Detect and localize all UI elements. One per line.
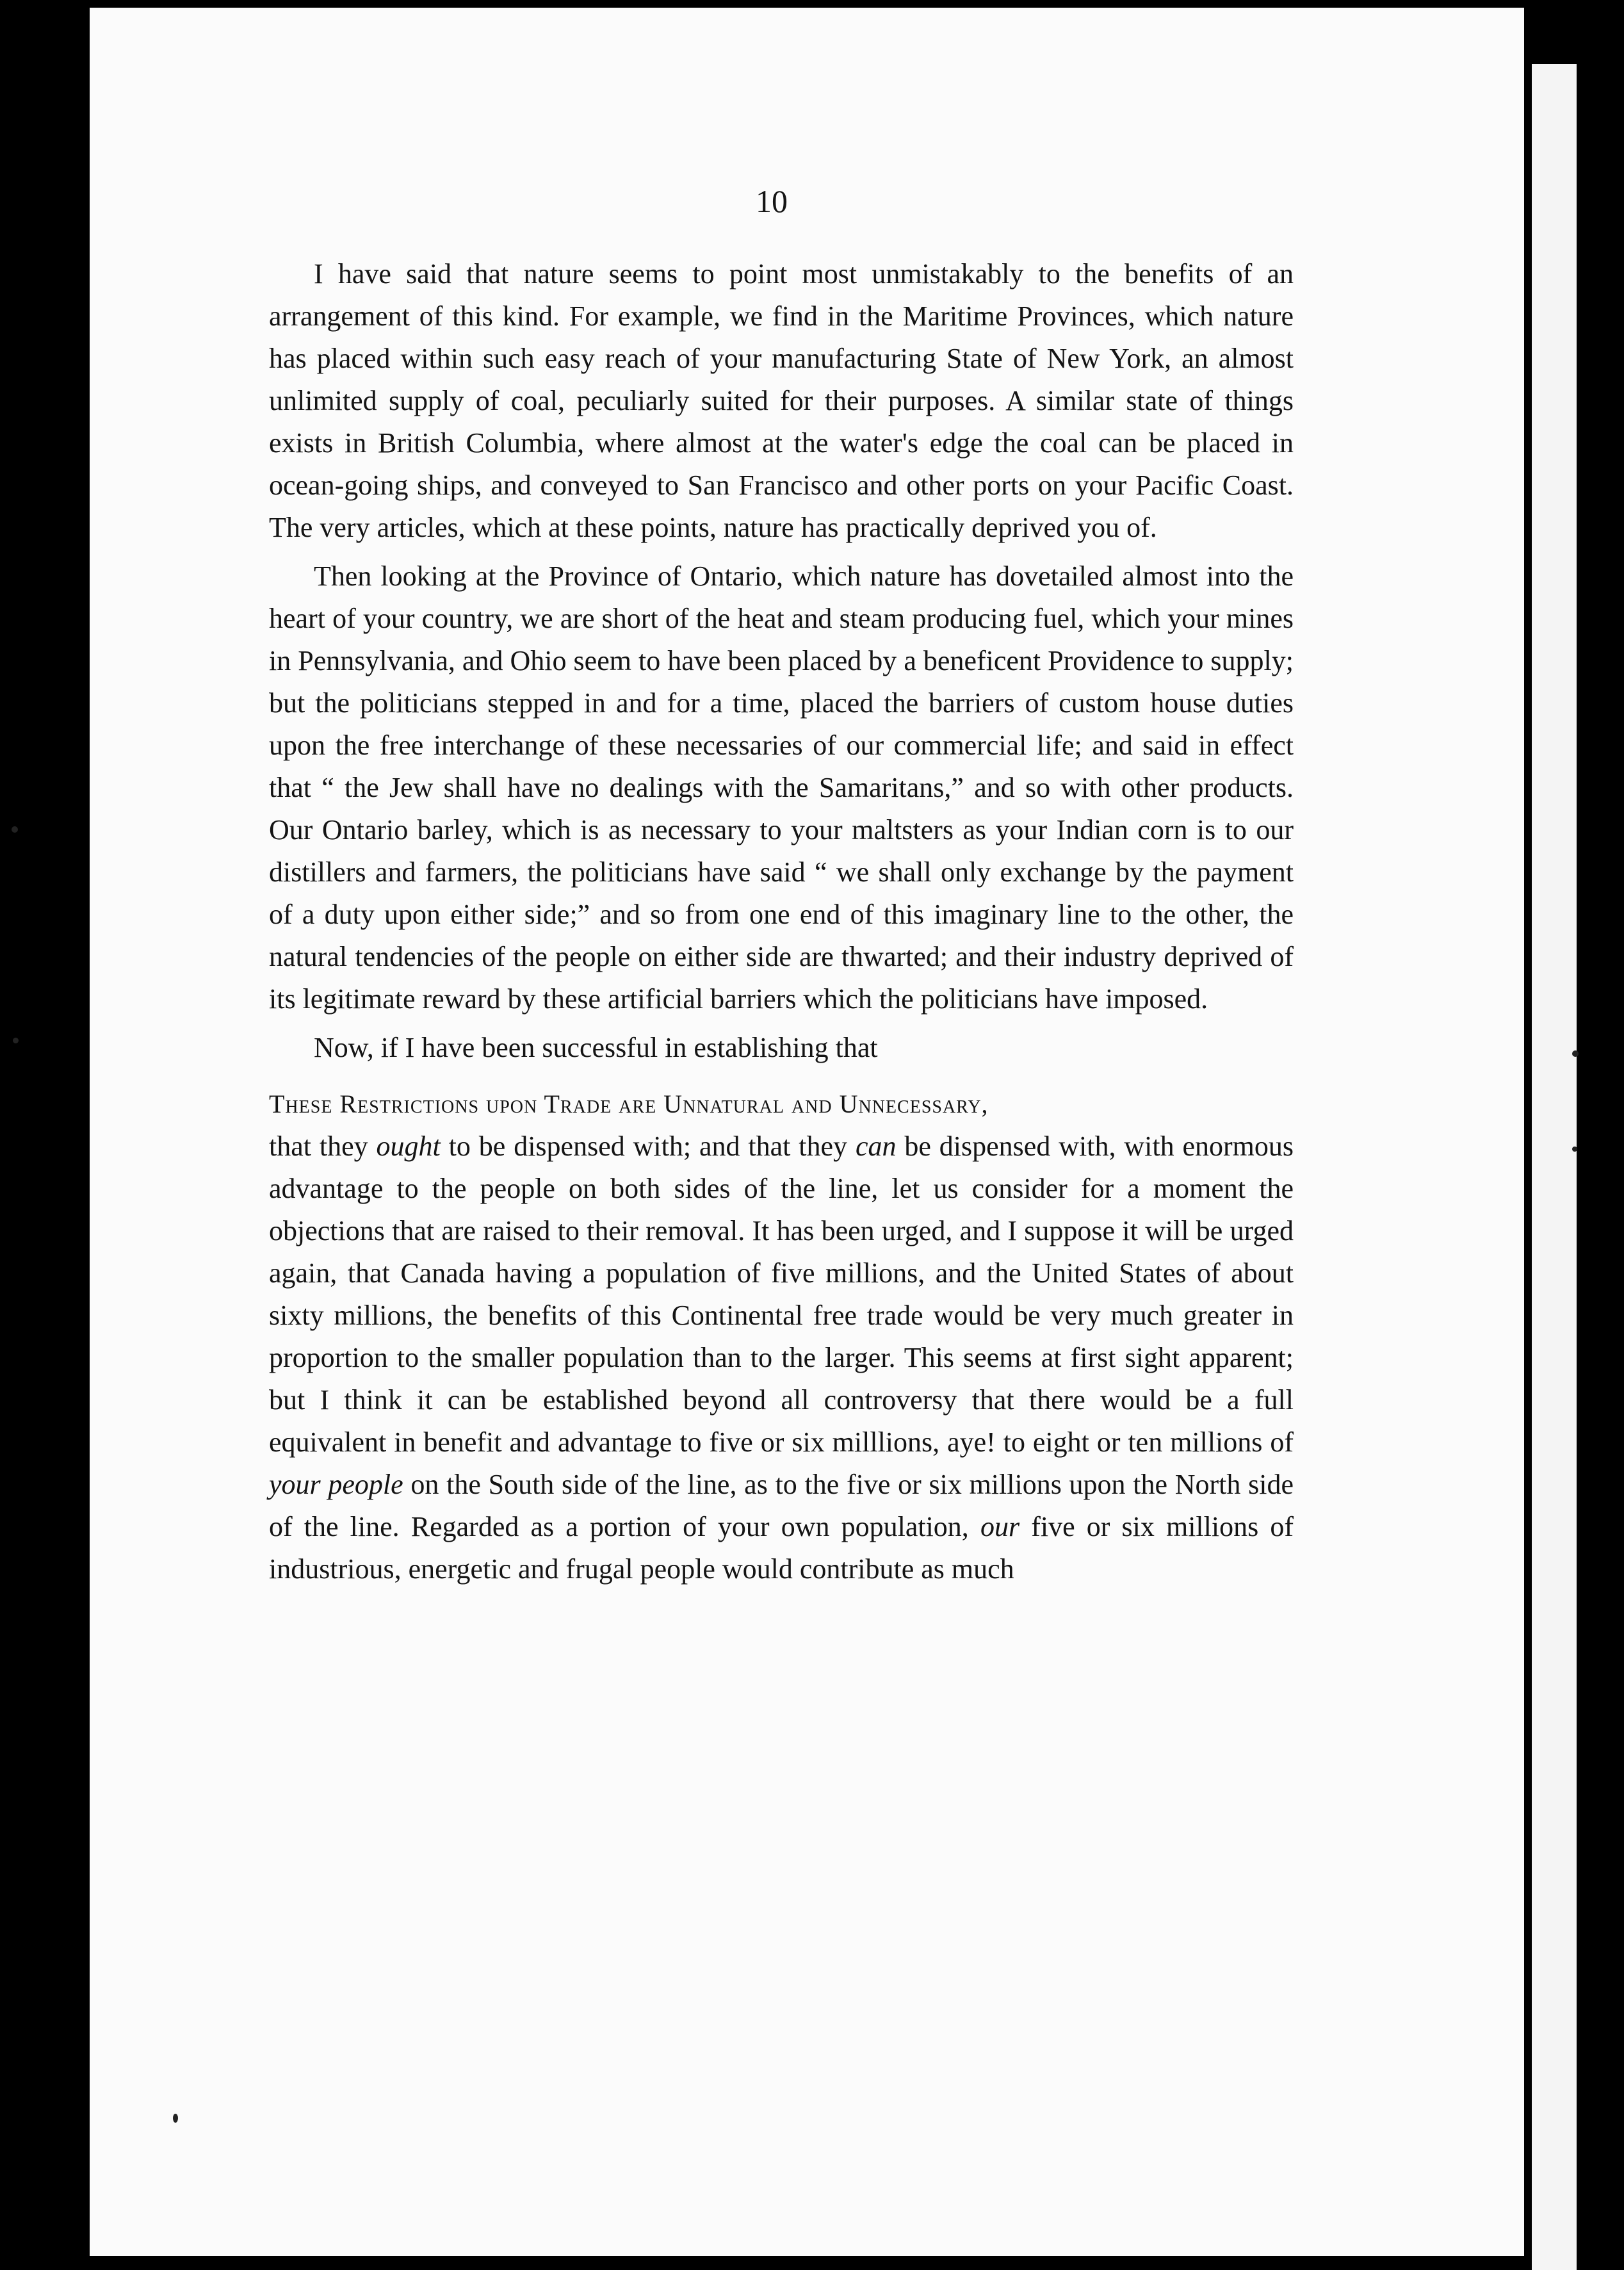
emphasis: ought xyxy=(376,1131,441,1162)
paragraph: Now, if I have been successful in establishing that xyxy=(314,1032,878,1063)
scan-speck xyxy=(1572,1050,1579,1057)
text-run: be dispensed with, with enormous advantage to the people on both sides of the line, let us consider for a moment the objections that are raised to their removal. It has been urged, and I suppose it will be urged again, that Canada having a population of five millions, and the United States of about sixty millions, the benefits of this Continental free trade would be very much greater in proportion to the smaller population than to the larger. This seems at first sight apparent; but I think it can be established beyond all controversy that there would be a full equivalent in benefit and advantage to five or six milllions, aye! to eight or ten millions of xyxy=(269,1131,1294,1458)
text-run: on the South side of the line, as to the five or six millions upon the North side of the line. Regarded as a portion of your own population, xyxy=(269,1469,1294,1542)
paragraph: Then looking at the Province of Ontario, which nature has dovetailed almost into the heart of your country, we are short of the heat and steam producing fuel, which your mines in Pennsylvania, and Ohio seem to have been placed by a beneficent Providence to supply; but the politicians stepped in and for a time, placed the barriers of custom house duties upon the free interchange of these necessaries of our commercial life; and said in effect that “ the Jew shall have no dealings with the Samaritans,” and so with other products. Our Ontario barley, which is as necessary to your maltsters as your Indian corn is to our distillers and farmers, the politicians have said “ we shall only exchange by the payment of a duty upon either side;” and so from one end of this imaginary line to the other, the natural tendencies of the people on either side are thwarted; and their industry deprived of its legitimate reward by these artificial barriers which the politicians have imposed. xyxy=(269,560,1294,1015)
text-run: that they xyxy=(269,1131,377,1162)
body-text xyxy=(269,253,1294,1597)
scan-speck xyxy=(13,1038,19,1043)
section-heading: These Restrictions upon Trade are Unnatural and Unnecessary, xyxy=(269,1090,989,1118)
emphasis: can xyxy=(855,1131,897,1162)
paragraph xyxy=(269,1125,1294,1590)
page-number: 10 xyxy=(756,183,788,219)
text-run: five or six millions of industrious, energetic and frugal people would contribute as much xyxy=(269,1511,1294,1585)
emphasis: our xyxy=(980,1511,1020,1542)
scan-speck xyxy=(173,2114,178,2123)
scan-speck xyxy=(1572,1147,1577,1152)
paragraph: I have said that nature seems to point most unmistakably to the benefits of an arrangement of this kind. For example, we find in the Maritime Provinces, which nature has placed within such easy reach of your manufacturing State of New York, an almost unlimited supply of coal, peculiarly suited for their purposes. A similar state of things exists in British Columbia, where almost at the water's edge the coal can be placed in ocean-going ships, and conveyed to San Francisco and other ports on your Pacific Coast. The very articles, which at these points, nature has practically deprived you of. xyxy=(269,258,1294,543)
text-run: to be dispensed with; and that they xyxy=(440,1131,856,1162)
scan-speck xyxy=(12,826,18,833)
next-page-edge xyxy=(1532,64,1577,2270)
emphasis: your people xyxy=(269,1469,403,1500)
